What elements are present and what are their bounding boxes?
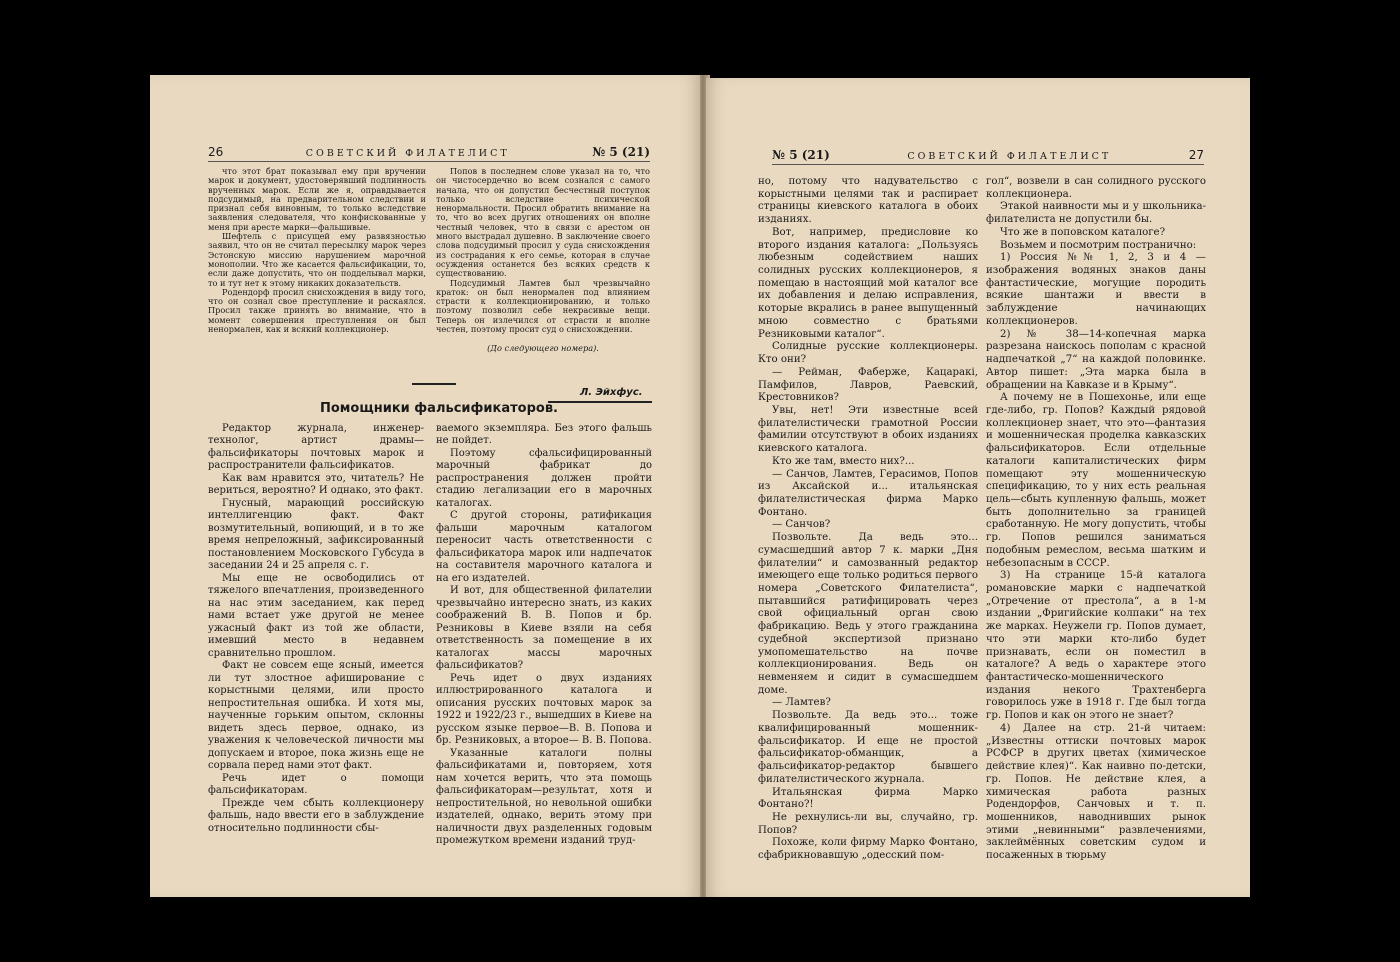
paragraph: — Санчов, Ламтев, Герасимов, Попов из Аксайской и... итальянская филателистическая фирма Марко Фонтано.: [758, 468, 978, 518]
paragraph: 2) № 38—14-копечная марка разрезана наискось пополам с красной надпечаткой „7“ на каждой половинке. Автор пишет: „Эта марка была в обращении на Кавказе и в Крыму“.: [986, 328, 1206, 391]
paragraph: Увы, нет! Эти известные всей филателистически грамотной России фамилии отсутствуют в обоих изданиях киевского каталога.: [758, 404, 978, 455]
left-page-number: 26: [208, 145, 224, 159]
right-page: [706, 78, 1250, 897]
paragraph: Позвольте. Да ведь это... тоже квалифицированный мошенник-фальсификатор. И еще не простой фальсификатор-обманщик, а фальсификатор-редактор бывшего филателистического журнала.: [758, 710, 978, 785]
paragraph: ваемого экземпляра. Без этого фальшь не пойдет.: [436, 423, 652, 447]
left-page: [150, 75, 700, 897]
trial-report-column-1: [208, 167, 426, 334]
article-column-1: [208, 423, 424, 835]
paragraph: С другой стороны, ратификация фальши марочным каталогом переносит часть ответственности с фальсификатора марок или надпечаток на составителя марочного каталога и на его издателей.: [436, 510, 652, 584]
paragraph: Редактор журнала, инженер-технолог, артист драмы—фальсификаторы почтовых марок и распространители фальсификатов.: [208, 423, 424, 472]
left-issue-number: № 5 (21): [592, 145, 650, 159]
paragraph: И вот, для общественной филателии чрезвычайно интересно знать, из каких соображений В. В. Попов и бр. Резниковы в Киеве взяли на себя ответственность за помещение в их каталогах массы марочных фальсификатов?: [436, 585, 652, 672]
continued-note: (До следующего номера).: [487, 343, 599, 354]
paragraph: Попов в последнем слове указал на то, что он чистосердечно во всем сознался с самого начала, что он допустил бесчестный поступок только вследствие психической ненормальности. Просил обратить внимание на то, что во всех других отношениях он вполне честный человек, что в связи с арестом он много выстрадал душевно. В заключение своего слова подсудимый просил у суда снисхождения из сострадания к его семье, которая в случае осуждения останется без всяких средств к существованию.: [436, 166, 650, 279]
article-column-2: [436, 423, 652, 847]
paragraph: Указанные каталоги полны фальсификатами и, повторяем, хотя нам хочется верить, что эта помощь фальсификаторам—результат, хотя и непростительной, но невольной ошибки издателей, однако, верить этому при наличности двух разделенных годовым промежутком времени изданий труд-: [436, 747, 652, 846]
author-underline: [548, 401, 652, 403]
paragraph: Прежде чем сбыть коллекционеру фальшь, надо ввести его в заблуждение относительно подлинности сбы-: [208, 797, 424, 834]
paragraph: Родендорф просил снисхождения в виду того, что он сознал свое преступление и раскаялся. Просил также принять во внимание, что в момент совершения преступления он был ненормален, как и всякий коллекционер.: [208, 286, 426, 335]
article-headline: Помощники фальсификаторов.: [320, 401, 558, 416]
paragraph: 4) Далее на стр. 21-й читаем: „Известны оттиски почтовых марок РСФСР в других цветах (химическое действие клея)“. Как наивно по-детски, гр. Попов. Не действие клея, а химическая работа разных Родендорфов, Санчовых и т. п. мошенников, наводнивших рынок этими „невинными“ развлечениями, заклеймённых советским судом и посаженных в тюрьму: [986, 722, 1206, 862]
paragraph: Речь идет о двух изданиях иллюстрированного каталога и описания русских почтовых марок за 1922 и 1922/23 г., вышедших в Киеве на русском языке первое—В. В. Попова и бр. Резниковых, а второе— В. В. Попова.: [436, 672, 652, 747]
paragraph: гол“, возвели в сан солидного русского коллекционера.: [986, 176, 1206, 200]
paragraph: Гнусный, марающий российскую интеллигенцию факт. Факт возмутительный, вопиющий, и в то же время непреложный, зафиксированный постановлением Московского Губсуда в заседании 24 и 25 апреля с. г.: [208, 497, 424, 572]
paragraph: — Рейман, Фаберже, Кацаракі, Памфилов, Лавров, Раевский, Крестовников?: [758, 366, 978, 404]
paragraph: Как вам нравится это, читатель? Не вериться, вероятно? И однако, это факт.: [208, 472, 424, 497]
paragraph: Мы еще не освободились от тяжелого впечатления, произведенного на нас этим заседанием, как перед нами встает уже другой не менее ужасный факт из той же области, имевший место в недавнем сравнительно прошлом.: [208, 572, 424, 659]
paragraph: 3) На странице 15-й каталога романовские марки с надпечаткой „Отречение от престола“, а в 1-м издании „Фригийские колпаки“ на тех же марках. Неужели гр. Попов думает, что эти марки кто-либо будет признавать, если он поместил в каталоге? А ведь о характере этого фантастическо-мошеннического издания некого Трахтенберга говорилось уже в 1918 г. Где был тогда гр. Попов и как он этого не знает?: [986, 570, 1206, 722]
paragraph: Позвольте. Да ведь это... сумасшедший автор 7 к. марки „Дня филателии“ и самозванный редактор имеющего еще только родиться первого номера „Советского Филателиста“, пытавшийся ратифицировать через свой официальный орган свою фабрикацию. Ведь у этого гражданина судебной экспертизой признано умопомешательство на почве коллекционирования. Ведь он невменяем и сидит в сумасшедшем доме.: [758, 532, 978, 696]
paragraph: Речь идет о помощи фальсификаторам.: [208, 772, 424, 797]
right-running-header: [772, 142, 1204, 165]
paragraph: — Ламтев?: [772, 697, 831, 709]
right-issue-number: № 5 (21): [772, 148, 830, 162]
left-running-header: [208, 139, 650, 162]
paragraph: Факт не совсем еще ясный, имеется ли тут злостное афиширование с корыстными целями, или просто непростительная ошибка. И хотя мы, наученные горьким опытом, склонны видеть здесь первое, однако, из уважения к человеческой личности мы допускаем и второе, пока жизнь еще не сорвала перед нами этот факт.: [208, 660, 424, 772]
section-divider: [412, 383, 456, 385]
paragraph: Итальянская фирма Марко Фонтано?!: [758, 786, 978, 811]
left-journal-title: СОВЕТСКИЙ ФИЛАТЕЛИСТ: [305, 148, 510, 159]
paragraph: Подсудимый Ламтев был чрезвычайно краток: он был ненормален под влиянием страсти к коллекционированию, и только поэтому позволил себе некрасивые вещи. Теперь он излечился от страсти и вполне честен, поэтому просит суд о снисхождении.: [436, 277, 650, 335]
paragraph: но, потому что надувательство с корыстными целями так и распирает страницы киевского каталога в обоих изданиях.: [758, 176, 978, 226]
paragraph: Вот, например, предисловие ко второго издания каталога: „Пользуясь любезным содействием наших солидных русских коллекционеров, я помещаю в настоящий мой каталог все их добавления и делаю исправления, которые вкрались в ранее выпущенный мною совместно с братьями Резниковыми каталог“.: [758, 226, 978, 340]
paragraph: Этакой наивности мы и у школьника-филателиста не допустили бы.: [986, 201, 1206, 226]
paragraph: Шефтель с присущей ему развязностью заявил, что он не считал пересылку марок через Эстонскую миссию нарушением марочной монополии. Что же касается фальсификации, то, если даже допустить, что он подделывал марки, то и тут нет к этому никаких доказательств.: [208, 231, 426, 288]
paragraph: Не рехнулись-ли вы, случайно, гр. Попов?: [758, 811, 978, 836]
paragraph: Поэтому сфальсифицированный марочный фабрикат до распространения должен пройти стадию легализации его в марочных каталогах.: [436, 447, 652, 509]
right-column-1: [758, 176, 978, 863]
paragraph: что этот брат показывал ему при вручении марок и документ, удостоверявший подлинность врученных марок. Если же я, оправдывается подсудимый, на предварительном следствии и признал себя виновным, то только вследствие заявления следователя, что конфискованные у меня при аресте марки—фальшивые.: [208, 166, 426, 232]
right-journal-title: СОВЕТСКИЙ ФИЛАТЕЛИСТ: [907, 151, 1112, 162]
paragraph: Кто же там, вместо них?...: [772, 455, 915, 467]
paragraph: 1) Россия №№ 1, 2, 3 и 4 — изображения водяных знаков даны фантастические, могущие породить всякие шантажи и ввести в заблуждение начинающих коллекционеров.: [986, 252, 1206, 327]
right-page-number: 27: [1188, 148, 1204, 162]
trial-report-column-2: [436, 167, 650, 354]
paragraph: Что же в поповском каталоге?: [1000, 226, 1166, 238]
paragraph: — Санчов?: [772, 519, 831, 531]
paragraph: А почему не в Пошехонье, или еще где-либо, гр. Попов? Каждый рядовой коллекционер знает, что это—фантазия и мошенническая проделка кавказских фальсификаторов. Если отдельные каталоги капиталистических фирм помещают эту мошенническую спецификацию, то у них есть реальная цель—сбыть купленную фальшь, может быть дополнительно за границей сработанную. Не могу допустить, чтобы гр. Попов решился заниматься подобным ремеслом, весьма шатким и небезопасным в СССР.: [986, 392, 1206, 569]
author-name: Л. Эйхфус.: [580, 387, 643, 398]
paragraph: Солидные русские коллекционеры. Кто они?: [758, 341, 978, 366]
right-column-2: [986, 176, 1206, 863]
paragraph: Похоже, коли фирму Марко Фонтано, сфабрикновавшую „одесский пом-: [758, 837, 978, 862]
paragraph: Возьмем и посмотрим постранично:: [1000, 239, 1197, 251]
